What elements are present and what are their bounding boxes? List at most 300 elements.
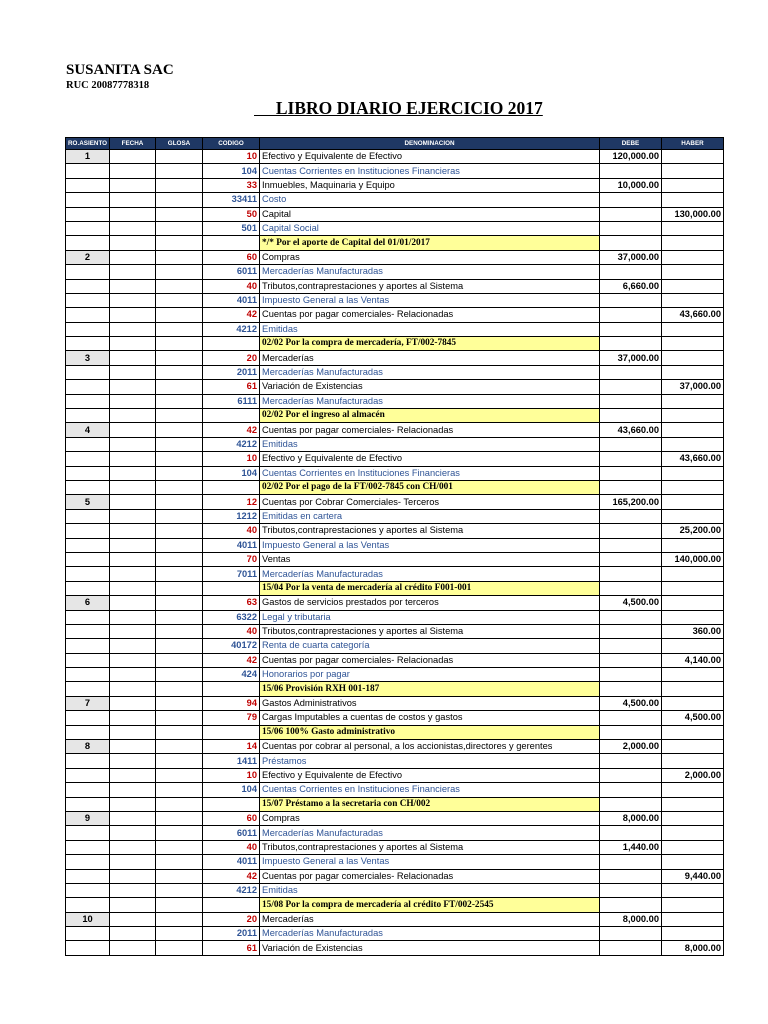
cell-haber xyxy=(662,293,724,307)
cell-debe xyxy=(600,754,662,768)
cell-denominacion: Mercaderías Manufacturadas xyxy=(260,365,600,379)
cell-fecha xyxy=(110,409,156,423)
cell-codigo: 20 xyxy=(203,351,260,365)
cell-glosa xyxy=(156,668,203,682)
cell-haber xyxy=(662,265,724,279)
cell-fecha xyxy=(110,754,156,768)
cell-haber: 4,140.00 xyxy=(662,653,724,667)
cell-fecha xyxy=(110,653,156,667)
cell-denominacion: Tributos,contraprestaciones y aportes al Sistema xyxy=(260,279,600,293)
cell-glosa xyxy=(156,150,203,164)
cell-denominacion: Efectivo y Equivalente de Efectivo xyxy=(260,452,600,466)
table-row xyxy=(66,768,724,782)
cell-glosa xyxy=(156,178,203,192)
cell-codigo: 63 xyxy=(203,596,260,610)
cell-glosa xyxy=(156,912,203,926)
cell-fecha xyxy=(110,811,156,825)
cell-glosa xyxy=(156,164,203,178)
cell-asiento: 4 xyxy=(66,423,110,437)
cell-fecha xyxy=(110,308,156,322)
cell-haber xyxy=(662,883,724,897)
cell-fecha xyxy=(110,265,156,279)
cell-fecha xyxy=(110,639,156,653)
cell-asiento xyxy=(66,524,110,538)
table-row xyxy=(66,840,724,854)
cell-asiento xyxy=(66,567,110,581)
cell-asiento xyxy=(66,797,110,811)
cell-fecha xyxy=(110,898,156,912)
cell-haber: 2,000.00 xyxy=(662,768,724,782)
cell-codigo: 60 xyxy=(203,250,260,264)
cell-denominacion: Mercaderías Manufacturadas xyxy=(260,567,600,581)
cell-codigo: 2011 xyxy=(203,927,260,941)
cell-debe xyxy=(600,509,662,523)
cell-codigo xyxy=(203,682,260,696)
cell-codigo: 40172 xyxy=(203,639,260,653)
cell-haber xyxy=(662,826,724,840)
cell-codigo: 70 xyxy=(203,552,260,566)
cell-denominacion: Honorarios por pagar xyxy=(260,668,600,682)
col-header-denominacion: DENOMINACION xyxy=(260,138,600,150)
cell-debe: 8,000.00 xyxy=(600,912,662,926)
cell-haber: 130,000.00 xyxy=(662,207,724,221)
cell-codigo: 104 xyxy=(203,164,260,178)
col-header-haber: HABER xyxy=(662,138,724,150)
cell-debe: 43,660.00 xyxy=(600,423,662,437)
cell-fecha xyxy=(110,581,156,595)
cell-codigo: 42 xyxy=(203,653,260,667)
cell-denominacion: Mercaderías xyxy=(260,912,600,926)
cell-asiento xyxy=(66,552,110,566)
cell-haber xyxy=(662,898,724,912)
table-row xyxy=(66,754,724,768)
cell-codigo: 424 xyxy=(203,668,260,682)
cell-asiento xyxy=(66,538,110,552)
cell-glosa xyxy=(156,826,203,840)
cell-debe xyxy=(600,725,662,739)
cell-fecha xyxy=(110,538,156,552)
cell-haber xyxy=(662,351,724,365)
cell-asiento xyxy=(66,265,110,279)
cell-fecha xyxy=(110,826,156,840)
cell-fecha xyxy=(110,783,156,797)
cell-glosa xyxy=(156,250,203,264)
table-row xyxy=(66,682,724,696)
table-row xyxy=(66,668,724,682)
cell-fecha xyxy=(110,322,156,336)
cell-codigo: 1212 xyxy=(203,509,260,523)
cell-denominacion: Cuentas por pagar comerciales- Relacionadas xyxy=(260,869,600,883)
table-row xyxy=(66,941,724,955)
cell-asiento xyxy=(66,768,110,782)
cell-asiento xyxy=(66,624,110,638)
cell-glosa xyxy=(156,610,203,624)
cell-debe xyxy=(600,480,662,494)
cell-glosa xyxy=(156,380,203,394)
cell-fecha xyxy=(110,466,156,480)
cell-glosa xyxy=(156,581,203,595)
cell-debe xyxy=(600,653,662,667)
cell-debe xyxy=(600,797,662,811)
cell-codigo: 33 xyxy=(203,178,260,192)
cell-glosa xyxy=(156,221,203,235)
cell-fecha xyxy=(110,725,156,739)
page-title: LIBRO DIARIO EJERCICIO 2017 xyxy=(254,98,543,118)
table-row xyxy=(66,538,724,552)
cell-debe xyxy=(600,322,662,336)
table-row xyxy=(66,610,724,624)
cell-fecha xyxy=(110,164,156,178)
cell-glosa xyxy=(156,193,203,207)
cell-debe xyxy=(600,826,662,840)
cell-codigo: 42 xyxy=(203,308,260,322)
table-row xyxy=(66,855,724,869)
cell-glosa xyxy=(156,322,203,336)
cell-codigo xyxy=(203,480,260,494)
cell-debe xyxy=(600,437,662,451)
table-row xyxy=(66,581,724,595)
cell-denominacion: Variación de Existencias xyxy=(260,941,600,955)
cell-denominacion: Cuentas por pagar comerciales- Relacionadas xyxy=(260,423,600,437)
cell-haber xyxy=(662,495,724,509)
cell-debe xyxy=(600,221,662,235)
cell-fecha xyxy=(110,941,156,955)
cell-asiento xyxy=(66,466,110,480)
cell-codigo: 4212 xyxy=(203,883,260,897)
cell-denominacion: Efectivo y Equivalente de Efectivo xyxy=(260,768,600,782)
cell-haber: 360.00 xyxy=(662,624,724,638)
cell-codigo: 20 xyxy=(203,912,260,926)
cell-debe xyxy=(600,337,662,351)
cell-glosa xyxy=(156,279,203,293)
cell-fecha xyxy=(110,524,156,538)
cell-glosa xyxy=(156,883,203,897)
cell-debe xyxy=(600,668,662,682)
cell-glosa xyxy=(156,423,203,437)
cell-denominacion: Cuentas Corrientes en Instituciones Financieras xyxy=(260,164,600,178)
cell-asiento: 7 xyxy=(66,696,110,710)
cell-debe xyxy=(600,941,662,955)
cell-asiento xyxy=(66,164,110,178)
cell-fecha xyxy=(110,596,156,610)
cell-asiento xyxy=(66,380,110,394)
cell-debe xyxy=(600,581,662,595)
cell-asiento xyxy=(66,610,110,624)
cell-glosa xyxy=(156,696,203,710)
table-row xyxy=(66,552,724,566)
cell-glosa xyxy=(156,351,203,365)
cell-haber xyxy=(662,150,724,164)
cell-glosa xyxy=(156,639,203,653)
cell-glosa xyxy=(156,624,203,638)
cell-codigo: 4011 xyxy=(203,293,260,307)
cell-debe xyxy=(600,265,662,279)
table-row xyxy=(66,293,724,307)
cell-asiento xyxy=(66,783,110,797)
table-row xyxy=(66,524,724,538)
cell-debe xyxy=(600,308,662,322)
cell-asiento xyxy=(66,509,110,523)
cell-haber xyxy=(662,596,724,610)
col-header-codigo: CODIGO xyxy=(203,138,260,150)
cell-asiento: 8 xyxy=(66,740,110,754)
table-row xyxy=(66,596,724,610)
cell-debe xyxy=(600,869,662,883)
cell-haber xyxy=(662,610,724,624)
cell-glosa xyxy=(156,509,203,523)
cell-haber xyxy=(662,754,724,768)
cell-debe: 37,000.00 xyxy=(600,351,662,365)
cell-debe xyxy=(600,883,662,897)
cell-fecha xyxy=(110,365,156,379)
cell-denominacion: Cuentas por pagar comerciales- Relacionadas xyxy=(260,308,600,322)
cell-glosa xyxy=(156,869,203,883)
cell-glosa xyxy=(156,898,203,912)
cell-asiento: 10 xyxy=(66,912,110,926)
cell-codigo: 61 xyxy=(203,380,260,394)
cell-glosa xyxy=(156,754,203,768)
cell-asiento xyxy=(66,452,110,466)
cell-debe xyxy=(600,236,662,250)
cell-asiento xyxy=(66,178,110,192)
cell-denominacion: Tributos,contraprestaciones y aportes al Sistema xyxy=(260,524,600,538)
cell-fecha xyxy=(110,380,156,394)
cell-denominacion: Capital Social xyxy=(260,221,600,235)
cell-codigo: 1411 xyxy=(203,754,260,768)
cell-asiento xyxy=(66,221,110,235)
cell-debe xyxy=(600,452,662,466)
table-row xyxy=(66,912,724,926)
cell-fecha xyxy=(110,682,156,696)
cell-denominacion: Impuesto General a las Ventas xyxy=(260,293,600,307)
cell-denominacion: 15/07 Préstamo a la secretaria con CH/002 xyxy=(260,797,600,811)
table-row xyxy=(66,236,724,250)
cell-denominacion: Emitidas en cartera xyxy=(260,509,600,523)
cell-debe: 120,000.00 xyxy=(600,150,662,164)
cell-denominacion: 02/02 Por la compra de mercadería, FT/002-7845 xyxy=(260,337,600,351)
cell-codigo: 50 xyxy=(203,207,260,221)
cell-debe xyxy=(600,768,662,782)
cell-haber xyxy=(662,394,724,408)
cell-debe xyxy=(600,927,662,941)
cell-asiento: 2 xyxy=(66,250,110,264)
cell-fecha xyxy=(110,293,156,307)
cell-debe: 1,440.00 xyxy=(600,840,662,854)
table-row xyxy=(66,178,724,192)
cell-debe xyxy=(600,610,662,624)
cell-denominacion: Impuesto General a las Ventas xyxy=(260,538,600,552)
cell-denominacion: Legal y tributaria xyxy=(260,610,600,624)
cell-asiento xyxy=(66,581,110,595)
cell-debe xyxy=(600,639,662,653)
cell-codigo: 40 xyxy=(203,840,260,854)
cell-asiento: 1 xyxy=(66,150,110,164)
cell-haber xyxy=(662,423,724,437)
cell-glosa xyxy=(156,653,203,667)
col-header-fecha: FECHA xyxy=(110,138,156,150)
cell-glosa xyxy=(156,207,203,221)
cell-haber xyxy=(662,337,724,351)
cell-haber xyxy=(662,740,724,754)
cell-fecha xyxy=(110,394,156,408)
cell-fecha xyxy=(110,927,156,941)
cell-debe xyxy=(600,466,662,480)
cell-fecha xyxy=(110,552,156,566)
cell-debe xyxy=(600,783,662,797)
cell-haber xyxy=(662,193,724,207)
cell-asiento xyxy=(66,754,110,768)
cell-asiento xyxy=(66,883,110,897)
cell-glosa xyxy=(156,308,203,322)
cell-glosa xyxy=(156,567,203,581)
cell-denominacion: Inmuebles, Maquinaria y Equipo xyxy=(260,178,600,192)
cell-asiento xyxy=(66,668,110,682)
cell-fecha xyxy=(110,250,156,264)
cell-haber: 37,000.00 xyxy=(662,380,724,394)
cell-codigo xyxy=(203,797,260,811)
cell-haber xyxy=(662,927,724,941)
cell-fecha xyxy=(110,855,156,869)
cell-denominacion: Emitidas xyxy=(260,437,600,451)
cell-haber xyxy=(662,696,724,710)
cell-glosa xyxy=(156,236,203,250)
cell-codigo: 6011 xyxy=(203,826,260,840)
cell-asiento xyxy=(66,279,110,293)
cell-haber: 4,500.00 xyxy=(662,711,724,725)
cell-denominacion: 02/02 Por el ingreso al almacén xyxy=(260,409,600,423)
cell-haber: 43,660.00 xyxy=(662,308,724,322)
cell-asiento xyxy=(66,898,110,912)
cell-codigo: 33411 xyxy=(203,193,260,207)
cell-asiento xyxy=(66,480,110,494)
cell-haber xyxy=(662,783,724,797)
table-row xyxy=(66,308,724,322)
cell-asiento xyxy=(66,682,110,696)
cell-haber: 8,000.00 xyxy=(662,941,724,955)
cell-codigo: 61 xyxy=(203,941,260,955)
cell-denominacion: Gastos de servicios prestados por terceros xyxy=(260,596,600,610)
cell-glosa xyxy=(156,768,203,782)
cell-codigo xyxy=(203,581,260,595)
cell-haber xyxy=(662,437,724,451)
cell-haber xyxy=(662,164,724,178)
cell-glosa xyxy=(156,437,203,451)
cell-debe xyxy=(600,524,662,538)
table-row xyxy=(66,725,724,739)
cell-haber xyxy=(662,840,724,854)
cell-fecha xyxy=(110,768,156,782)
cell-denominacion: Mercaderías Manufacturadas xyxy=(260,927,600,941)
cell-denominacion: */* Por el aporte de Capital del 01/01/2017 xyxy=(260,236,600,250)
cell-glosa xyxy=(156,480,203,494)
table-row xyxy=(66,869,724,883)
cell-asiento xyxy=(66,725,110,739)
table-row xyxy=(66,337,724,351)
cell-haber: 25,200.00 xyxy=(662,524,724,538)
cell-haber xyxy=(662,855,724,869)
table-row xyxy=(66,883,724,897)
cell-asiento xyxy=(66,193,110,207)
cell-denominacion: Variación de Existencias xyxy=(260,380,600,394)
cell-codigo: 2011 xyxy=(203,365,260,379)
cell-codigo: 40 xyxy=(203,524,260,538)
cell-denominacion: 15/04 Por la venta de mercadería al crédito F001-001 xyxy=(260,581,600,595)
cell-fecha xyxy=(110,567,156,581)
cell-fecha xyxy=(110,883,156,897)
cell-fecha xyxy=(110,193,156,207)
cell-codigo: 10 xyxy=(203,150,260,164)
table-row xyxy=(66,653,724,667)
cell-asiento xyxy=(66,639,110,653)
table-row xyxy=(66,826,724,840)
cell-asiento xyxy=(66,308,110,322)
table-row xyxy=(66,783,724,797)
cell-denominacion: Impuesto General a las Ventas xyxy=(260,855,600,869)
cell-haber xyxy=(662,682,724,696)
cell-fecha xyxy=(110,150,156,164)
cell-denominacion: Cargas Imputables a cuentas de costos y gastos xyxy=(260,711,600,725)
table-row xyxy=(66,250,724,264)
cell-asiento xyxy=(66,927,110,941)
cell-glosa xyxy=(156,783,203,797)
cell-debe xyxy=(600,711,662,725)
cell-debe xyxy=(600,855,662,869)
table-row xyxy=(66,279,724,293)
cell-haber xyxy=(662,912,724,926)
table-row xyxy=(66,696,724,710)
cell-codigo: 94 xyxy=(203,696,260,710)
cell-haber xyxy=(662,365,724,379)
cell-haber xyxy=(662,668,724,682)
cell-denominacion: Tributos,contraprestaciones y aportes al Sistema xyxy=(260,624,600,638)
cell-denominacion: Mercaderías Manufacturadas xyxy=(260,394,600,408)
cell-denominacion: Cuentas por pagar comerciales- Relacionadas xyxy=(260,653,600,667)
cell-fecha xyxy=(110,279,156,293)
cell-debe: 4,500.00 xyxy=(600,696,662,710)
cell-glosa xyxy=(156,596,203,610)
cell-denominacion: Tributos,contraprestaciones y aportes al Sistema xyxy=(260,840,600,854)
cell-codigo: 104 xyxy=(203,783,260,797)
cell-asiento: 3 xyxy=(66,351,110,365)
cell-glosa xyxy=(156,797,203,811)
cell-codigo xyxy=(203,337,260,351)
table-row xyxy=(66,495,724,509)
cell-codigo: 40 xyxy=(203,279,260,293)
cell-denominacion: Renta de cuarta categoría xyxy=(260,639,600,653)
cell-debe xyxy=(600,898,662,912)
cell-glosa xyxy=(156,538,203,552)
cell-glosa xyxy=(156,394,203,408)
col-header-debe: DEBE xyxy=(600,138,662,150)
cell-haber xyxy=(662,567,724,581)
cell-debe xyxy=(600,538,662,552)
col-header-glosa: GLOSA xyxy=(156,138,203,150)
cell-fecha xyxy=(110,452,156,466)
cell-asiento xyxy=(66,394,110,408)
cell-codigo: 104 xyxy=(203,466,260,480)
table-row xyxy=(66,221,724,235)
cell-denominacion: Compras xyxy=(260,250,600,264)
cell-debe xyxy=(600,193,662,207)
cell-fecha xyxy=(110,740,156,754)
table-row xyxy=(66,164,724,178)
cell-debe: 10,000.00 xyxy=(600,178,662,192)
table-row xyxy=(66,265,724,279)
table-row xyxy=(66,898,724,912)
table-row xyxy=(66,193,724,207)
cell-glosa xyxy=(156,725,203,739)
cell-haber: 140,000.00 xyxy=(662,552,724,566)
